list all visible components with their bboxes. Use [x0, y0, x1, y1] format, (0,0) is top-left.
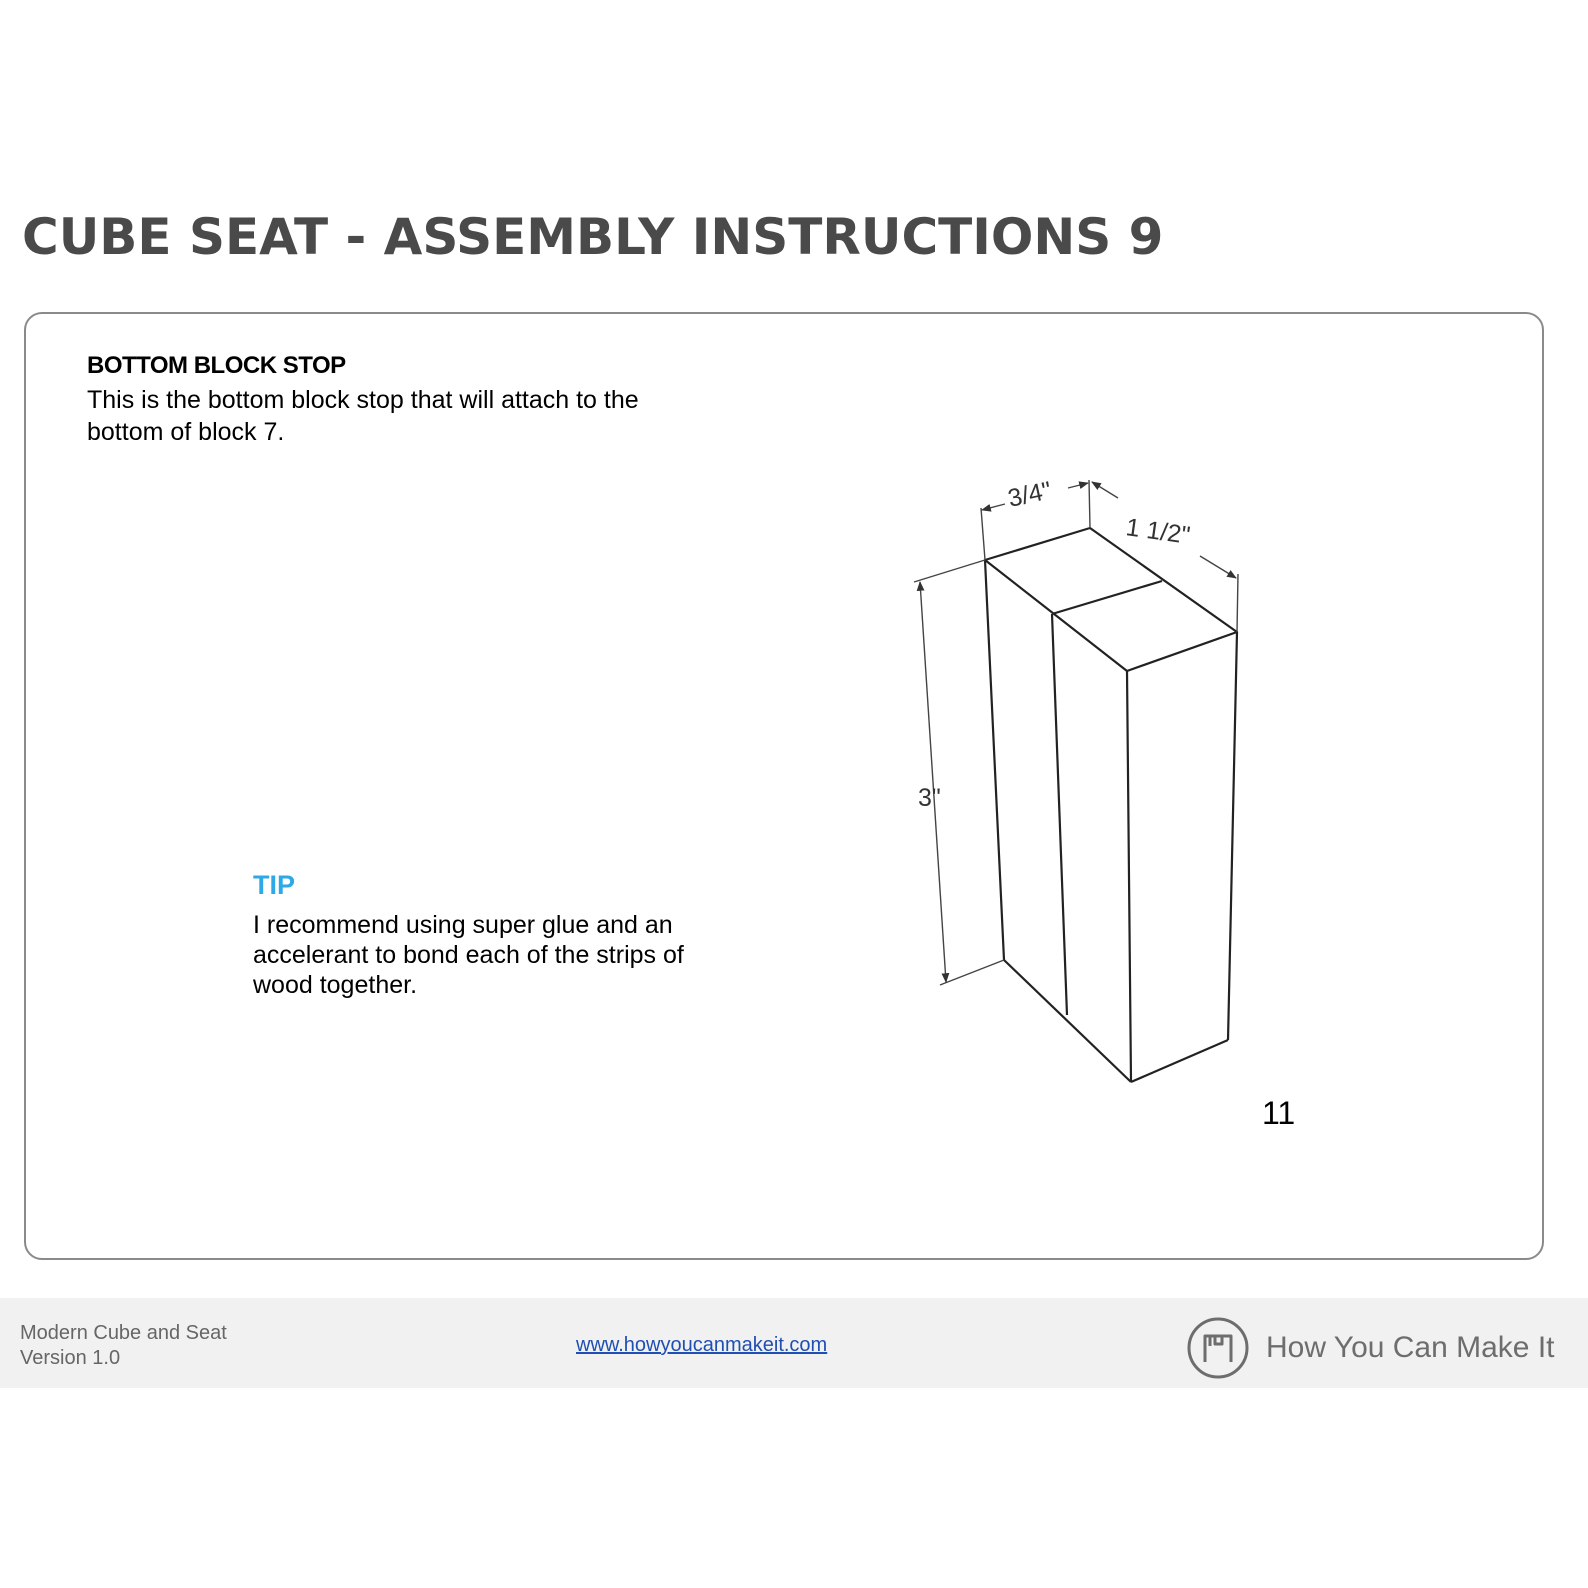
- strip-divider-top: [1052, 581, 1162, 614]
- tip-text: I recommend using super glue and an accelerant to bond each of the strips of wood together.: [253, 911, 684, 999]
- thickness-dimension-left: [982, 504, 1005, 510]
- height-dimension-label: 3": [918, 784, 941, 812]
- block-bottom-right: [1131, 1040, 1228, 1082]
- instruction-panel: [24, 312, 1544, 1260]
- thickness-dimension-label: 3/4": [1005, 476, 1054, 513]
- section-heading: BOTTOM BLOCK STOP: [87, 352, 346, 379]
- width-dimension-label: 1 1/2": [1124, 513, 1192, 550]
- block-edge-front: [1127, 671, 1131, 1082]
- part-number: 11: [1262, 1095, 1296, 1131]
- website-link[interactable]: www.howyoucanmakeit.com: [576, 1334, 828, 1356]
- block-edge-left: [985, 560, 1004, 960]
- block-top-face: [985, 528, 1237, 671]
- footer-document-name: Modern Cube and Seat: [20, 1322, 227, 1344]
- section-description: This is the bottom block stop that will attach to the bottom of block 7.: [87, 386, 639, 446]
- block-stop-drawing: [880, 460, 1260, 1100]
- footer: [0, 1298, 1588, 1388]
- block-bottom-left: [1004, 960, 1131, 1082]
- width-dimension-bottom: [1200, 556, 1236, 578]
- footer-version: Version 1.0: [20, 1347, 121, 1369]
- strip-divider-side: [1052, 614, 1067, 1015]
- sawhorse-logo-icon: [1186, 1316, 1250, 1380]
- block-edge-right: [1228, 632, 1237, 1040]
- height-dimension-line: [920, 582, 946, 982]
- page-title: CUBE SEAT - ASSEMBLY INSTRUCTIONS 9: [22, 208, 1164, 266]
- thickness-dimension-right: [1068, 483, 1088, 488]
- width-dimension-top: [1092, 482, 1118, 498]
- tip-heading: TIP: [253, 870, 296, 900]
- footer-brand: How You Can Make It: [1266, 1331, 1555, 1364]
